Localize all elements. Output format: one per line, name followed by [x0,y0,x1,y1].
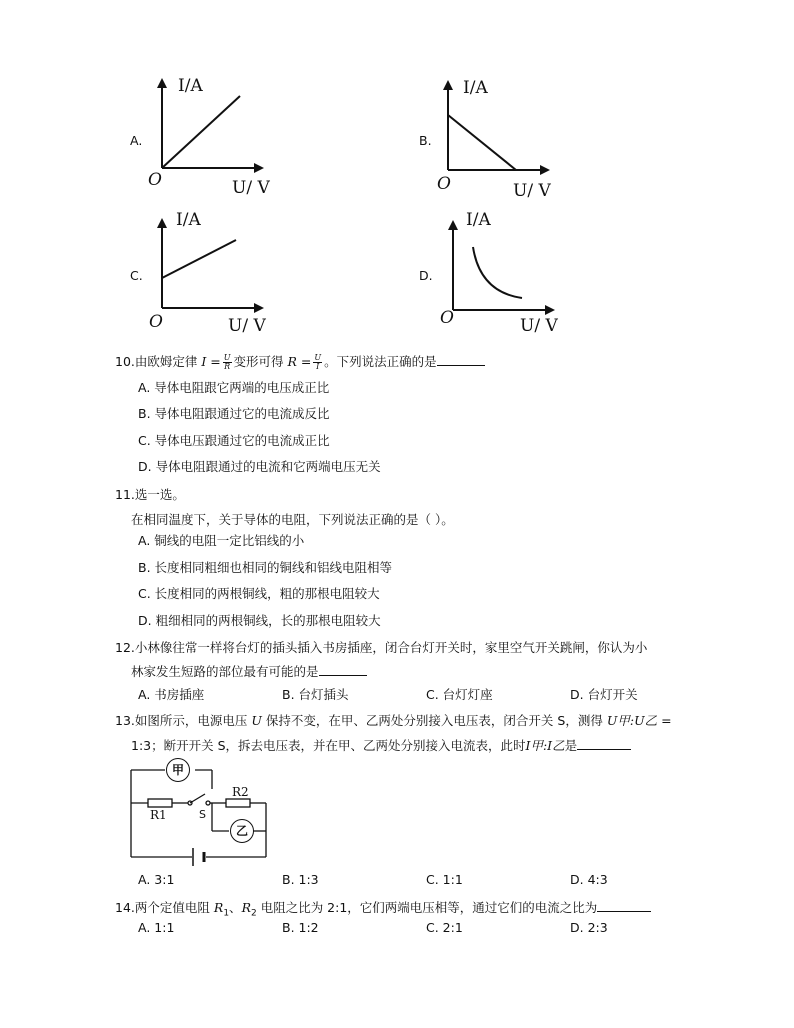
graph-c-xlabel: U/ V [228,316,266,336]
q14-option-b[interactable]: B. 1:2 [282,920,319,935]
question-11-number: 11. [115,487,135,502]
q12-option-c[interactable]: C. 台灯灯座 [426,687,493,702]
question-10-number: 10. [115,354,135,369]
q14-text-b: 电阻之比为 2:1，它们两端电压相等，通过它们的电流之比为 [260,900,598,915]
q14-sep: 、 [229,900,242,915]
graph-a-xlabel: U/ V [232,178,270,198]
q10-text-c: 。下列说法正确的是 [324,354,437,369]
question-13-number: 13. [115,713,135,728]
graph-a-curve [162,96,240,168]
question-11-stem: 在相同温度下，关于导体的电阻，下列说法正确的是（ ）。 [131,512,454,527]
q12-option-b[interactable]: B. 台灯插头 [282,687,349,702]
q12-line2-text: 林家发生短路的部位最有可能的是 [131,664,319,679]
answer-blank[interactable] [437,353,485,366]
formula-2-fraction [313,354,322,371]
q12-line1-text: 小林像往常一样将台灯的插头插入书房插座，闭合台灯开关时，家里空气开关跳闸，你认为小 [134,640,648,655]
option-d-label: D. [419,268,433,283]
q13-line1-a: 如图所示，电源电压 [134,713,248,728]
answer-blank[interactable] [597,899,651,912]
current-ratio: I甲:I乙 [525,738,565,753]
label-r2: R2 [232,785,249,799]
graph-d [453,222,553,310]
question-12-line1 [115,638,647,656]
formula-2-den: I [316,362,320,371]
q13-line2-a: 1:3；断开开关 S，拆去电压表，并在甲、乙两处分别接入电流表，此时 [131,738,526,753]
resistor-r1 [148,799,172,807]
graph-d-origin: O [440,308,454,328]
q10-option-a[interactable]: A. 导体电阻跟它两端的电压成正比 [138,380,330,395]
q11-option-b[interactable]: B. 长度相同粗细也相同的铜线和铝线电阻相等 [138,560,393,575]
q11-option-a[interactable]: A. 铜线的电阻一定比铝线的小 [138,533,305,548]
q13-line1-b: 保持不变，在甲、乙两处分别接入电压表，闭合开关 S，测得 [265,713,603,728]
q14-option-a[interactable]: A. 1:1 [138,920,175,935]
q10-option-b[interactable]: B. 导体电阻跟通过它的电流成反比 [138,406,330,421]
option-a-label: A. [130,133,143,148]
label-r1: R1 [150,808,167,822]
q13-line2-b: 是 [564,738,578,753]
formula-1-fraction [223,354,232,371]
option-c-label: C. [130,268,143,283]
question-13-line1 [115,711,672,729]
q14-option-c[interactable]: C. 2:1 [426,920,463,935]
q12-option-d[interactable]: D. 台灯开关 [570,687,638,702]
q13-option-b[interactable]: B. 1:3 [282,872,319,887]
formula-1-lhs: I = [201,354,221,369]
var-r2: R [241,900,251,915]
q13-option-a[interactable]: A. 3:1 [138,872,175,887]
graph-c-curve [162,240,236,278]
var-u: U [251,713,262,728]
option-b-label: B. [419,133,432,148]
graph-b-xlabel: U/ V [513,181,551,201]
q13-option-c[interactable]: C. 1:1 [426,872,463,887]
graph-b-origin: O [437,174,451,194]
answer-blank[interactable] [577,737,631,750]
graph-a [162,80,262,168]
formula-2-num: U [314,353,322,362]
graph-d-ylabel: I/A [466,210,491,230]
q13-option-d[interactable]: D. 4:3 [570,872,608,887]
graph-c [162,220,262,308]
graph-c-ylabel: I/A [176,210,201,230]
question-13-line2 [131,736,631,754]
q10-text-b: 变形可得 [233,354,284,369]
q10-option-c[interactable]: C. 导体电压跟通过它的电流成正比 [138,433,330,448]
question-12-number: 12. [115,640,135,655]
q11-title-text: 选一选。 [134,487,185,502]
q14-option-d[interactable]: D. 2:3 [570,920,608,935]
formula-1-den: R [224,362,231,371]
formula-1-num: U [223,353,231,362]
q11-option-d[interactable]: D. 粗细相同的两根铜线，长的那根电阻较大 [138,613,381,628]
q10-text-a: 由欧姆定律 [134,354,198,369]
question-12-line2 [131,662,367,680]
var-r2-sub: 2 [250,908,257,919]
q14-text-a: 两个定值电阻 [134,900,210,915]
graph-b-curve [448,115,516,170]
formula-2-lhs: R = [287,354,312,369]
graphs-svg [0,0,794,345]
graph-d-curve [473,247,522,298]
meter-yi: 乙 [230,819,254,843]
question-10-stem [115,352,485,371]
voltage-ratio: U甲:U乙 = [606,713,672,728]
resistor-r2 [226,799,250,807]
question-14-stem [115,898,651,919]
var-r1-sub: 1 [223,908,230,919]
q10-option-d[interactable]: D. 导体电阻跟通过的电流和它两端电压无关 [138,459,381,474]
q11-option-c[interactable]: C. 长度相同的两根铜线，粗的那根电阻较大 [138,586,380,601]
question-14-number: 14. [115,900,135,915]
graph-a-origin: O [148,170,162,190]
graph-c-origin: O [149,312,163,332]
graph-d-xlabel: U/ V [520,316,558,336]
answer-blank[interactable] [319,663,367,676]
question-11-title [115,485,185,503]
graph-b-ylabel: I/A [463,78,488,98]
graph-a-ylabel: I/A [178,76,203,96]
var-r1: R [213,900,224,915]
q12-option-a[interactable]: A. 书房插座 [138,687,205,702]
meter-jia: 甲 [166,758,190,782]
label-switch: S [199,808,206,821]
